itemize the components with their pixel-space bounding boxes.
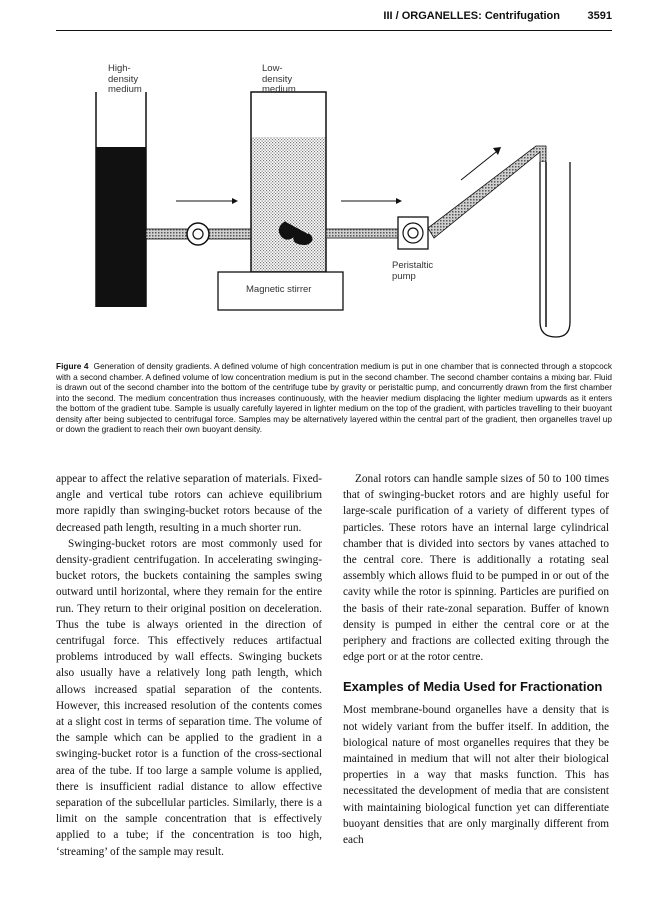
high-density-chamber <box>96 92 146 307</box>
low-density-label-line: density <box>262 73 293 85</box>
paragraph: appear to affect the relative separation of materials. Fixed-angle and vertical tube rotors can achieve equilibrium more rapidly than swinging-bucket rotors because of the decreased path length, resulting in a much shorter run. <box>56 473 322 534</box>
peristaltic-pump-label <box>392 261 433 282</box>
figure-caption <box>56 361 612 435</box>
paragraph: Zonal rotors can handle sample sizes of 50 to 100 times that of swinging-bucket rotors and are highly useful for large-scale purification of a variety of different types of particles. These rotors have an internal large cylindrical chamber that is divided into sectors by vanes attached to the central core. There is additionally a rotating seal assembly which allows fluid to be pumped in or out of the cavity while the rotor is spinning. Particles are purified on the basis of their rate-zonal separation. Buffer of known density is pumped in either the central core or at the periphery and fractions are collected exiting through the edge port or at the rotor centre. <box>343 473 609 664</box>
section-heading: Examples of Media Used for Fractionation <box>343 679 603 695</box>
header-section-title: III / ORGANELLES: Centrifugation <box>383 10 560 22</box>
gradient-apparatus-svg <box>56 52 612 357</box>
high-density-label <box>108 64 142 96</box>
low-density-label-line: Low- <box>262 63 283 74</box>
centrifuge-tube <box>540 162 570 337</box>
figure-4-diagram <box>56 52 612 357</box>
flow-arrows <box>176 147 501 204</box>
page-number: 3591 <box>587 10 612 22</box>
left-column <box>56 471 322 860</box>
low-density-label <box>262 64 296 96</box>
low-density-chamber <box>251 92 326 272</box>
figure-caption-text: Generation of density gradients. A defined volume of high concentration medium is put in one chamber that is connected through a stopcock with a second chamber. A defined volume of low concentration medium is put in the second chamber. The second chamber contains a mixing bar. Fluid is drawn out of the second chamber into the bottom of the centrifuge tube by gravity or peristaltic pump, and concurrently drawn from the first chamber into the second. The medium concentration thus increases continuously, with the heavier medium displacing the lighter medium upwards as it enters the bottom of the gradient tube. Sample is usually carefully layered in lighter medium on the top of the gradient, with particles travelling to their buoyant density after being subjected to centrifugal force. Samples may be alternatively layered within the central part of the gradient, then organelles travel up or down the gradient to reach their own buoyant density. <box>56 361 612 434</box>
pump-line <box>326 146 546 249</box>
stopcock-connector <box>146 223 251 245</box>
paragraph: Most membrane-bound organelles have a density that is not widely variant from the buffer itself. In addition, the biological nature of most organelles requires that they be maintained in medium that will not alter their biological properties in a way that masks function. This has necessitated the development of media that are consistent with maintaining biological function yet can differentiate buoyant densities that are only marginally different from each <box>343 704 609 847</box>
pump-label-line: Peristaltic <box>392 260 434 271</box>
low-density-label-line: medium <box>262 84 296 95</box>
paragraph: Swinging-bucket rotors are most commonly used for density-gradient centrifugation. In accelerating swinging-bucket rotors, the buckets containing the samples swing outward until horizontal, where they remain for the entire run. They return to their original position on deceleration. Thus the tube is always oriented in the direction of centrifugal force. This effectively reduces artifactual problems introduced by wall effects. Swinging buckets also usually have a relatively long path length, which allows increased spatial separation of the contents. However, this increased resolution of the contents comes at a slight cost in terms of separation time. The volume of the sample which can be applied to the gradient in a swinging-bucket rotor is a function of the cross-sectional area of the tube. If too large a sample volume is applied, there is insufficient radial distance to allow effective separation of the subcellular particles. Similarly, there is a limit on the sample concentration that is effectively applied to a tube; if the concentration is too high, ‘streaming’ of the sample may result. <box>56 537 322 858</box>
figure-caption-label: Figure 4 <box>56 361 89 371</box>
high-density-label-line: density <box>108 73 139 85</box>
high-density-label-line: medium <box>108 84 142 95</box>
right-column <box>343 471 609 848</box>
running-header <box>56 8 612 31</box>
pump-label-line: pump <box>392 270 416 282</box>
high-density-label-line: High- <box>108 63 131 74</box>
magnetic-stirrer-label: Magnetic stirrer <box>246 284 312 295</box>
